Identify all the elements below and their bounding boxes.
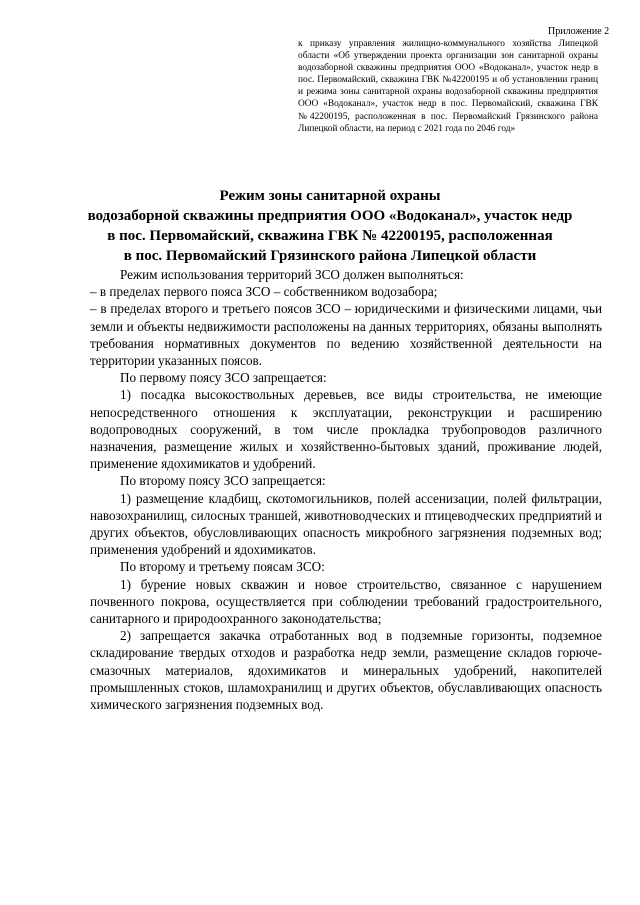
zone1-heading: По первому поясу ЗСО запрещается: (120, 370, 327, 386)
bullet-second-third-zone: – в пределах второго и третьего поясов ЗСО – юридическими и физическими лицами, чьи земли и объекты недвижимости расположены на данных территориях, обязаны выполнять требования нормативных документов по ведению хозяйственной деятельности на территории указанных поясов. (90, 301, 602, 369)
appendix-label: Приложение 2 (548, 26, 610, 37)
title-line-4: в пос. Первомайский Грязинского района Липецкой области (123, 248, 537, 264)
zone2-item-1: 1) размещение кладбищ, скотомогильников, полей ассенизации, полей фильтрации, навозохранилищ, силосных траншей, животноводческих и птицеводческих предприятий и других объектов, обусловливающих опасность микробного загрязнения подземных вод; применения удобрений и ядохимикатов. (90, 490, 602, 558)
title-line-1: Режим зоны санитарной охраны (219, 188, 441, 204)
title-line-2: водозаборной скважины предприятия ООО «Водоканал», участок недр (87, 208, 573, 224)
zone23-heading: По второму и третьему поясам ЗСО: (120, 559, 325, 575)
zone23-item-2: 2) запрещается закачка отработанных вод в подземные горизонты, подземное складирование твердых отходов и разработка недр земли, размещение складов горюче-смазочных материалов, ядохимикатов и минеральных удобрений, накопителей промышленных стоков, шламохранилищ и других объектов, обуславливающих опасность химического загрязнения подземных вод. (90, 628, 602, 713)
bullet-first-zone: – в пределах первого пояса ЗСО – собственником водозабора; (90, 284, 438, 300)
zone23-item-1: 1) бурение новых скважин и новое строительство, связанное с нарушением почвенного покрова, осуществляется при соблюдении требований градостроительного, санитарного и природоохранного законодательства; (90, 576, 602, 627)
appendix-reference: к приказу управления жилищно-коммунального хозяйства Липецкой области «Об утверждении проекта организации зон санитарной охраны водозаборной скважины предприятия ООО «Водоканал», участок недр в пос. Первомайский, скважина ГВК №42200195 и об установлении границ и режима зоны санитарной охраны водозаборной скважины предприятия ООО «Водоканал», участок недр в пос. Первомайский, скважина ГВК №42200195, расположенная в пос. Первомайский Грязинского района Липецкой области, на период с 2021 года по 2046 год» (298, 39, 598, 134)
document-body (90, 266, 602, 713)
document-title (60, 186, 600, 266)
intro-paragraph: Режим использования территорий ЗСО должен выполняться: (120, 267, 464, 282)
zone2-heading: По второму поясу ЗСО запрещается: (120, 473, 326, 489)
zone1-item-1: 1) посадка высокоствольных деревьев, все виды строительства, не имеющие непосредственного отношения к эксплуатации, реконструкции и расширению водопроводных сооружений, в том числе прокладка трубопроводов различного назначения, размещение жилых и хозяйственно-бытовых зданий, проживание людей, применение ядохимикатов и удобрений. (90, 387, 602, 472)
title-line-3: в пос. Первомайский, скважина ГВК № 42200195, расположенная (107, 228, 553, 244)
